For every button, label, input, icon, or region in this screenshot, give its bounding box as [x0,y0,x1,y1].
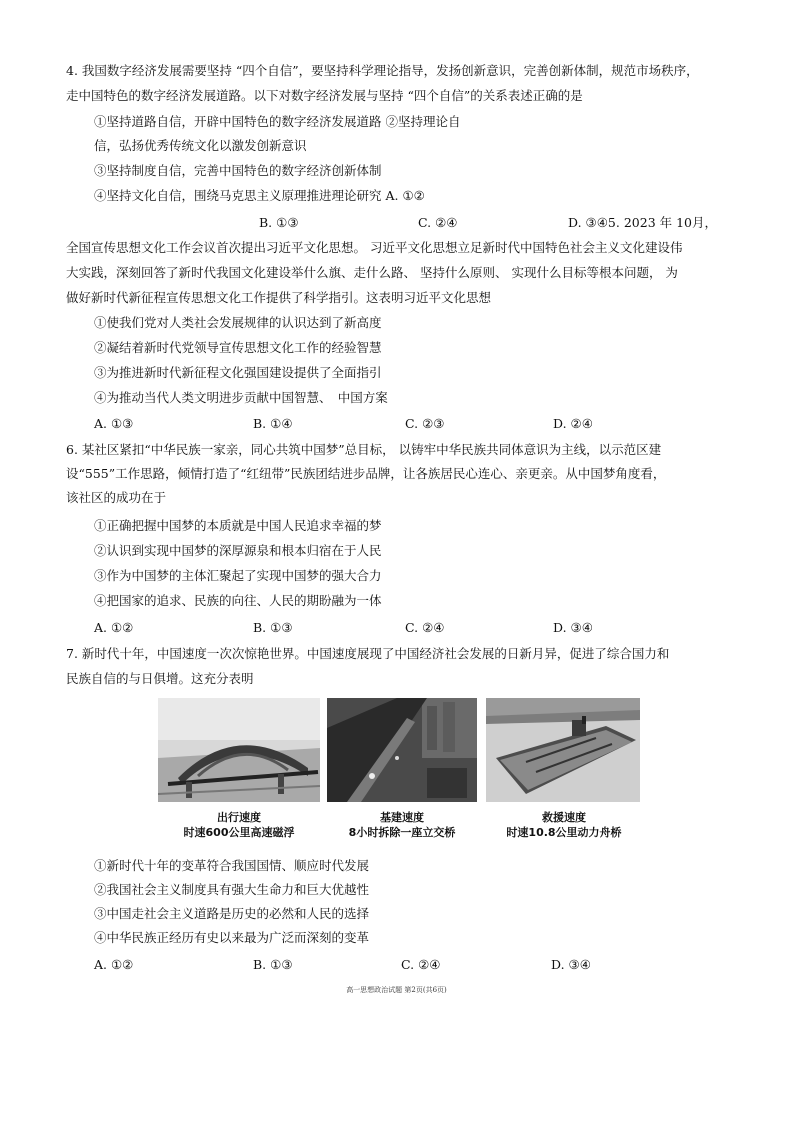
q6-item: ④把国家的追求、民族的向往、人民的期盼融为一体 [94,593,382,608]
photo-caption-title: 出行速度 [217,811,261,824]
q4-item1-line2: 信，弘扬优秀传统文化以激发创新意识 [94,138,307,153]
q5-line3: 做好新时代新征程宣传思想文化工作提供了科学指引。这表明习近平文化思想 [66,290,492,305]
q7-item: ①新时代十年的变革符合我国国情、顺应时代发展 [94,858,370,873]
q5-item: ④为推动当代人类文明进步贡献中国智慧、 中国方案 [94,390,388,405]
page-footer: 高一思想政治试题 第2页(共6页) [346,986,447,994]
q4-option-d-q5-start: D. ③④5. 2023 年 10月， [568,215,717,230]
q6-line1: 6. 某社区紧扣“中华民族一家亲，同心共筑中国梦”总目标， 以铸牢中华民族共同体意识为主线，以示范区建 [66,442,662,457]
q5-line1: 全国宣传思想文化工作会议首次提出习近平文化思想。 习近平文化思想立足新时代中国特色社会主义文化建设伟 [66,240,683,255]
q5-option-a: A. ①③ [94,416,134,431]
q5-option-b: B. ①④ [253,416,293,431]
q5-item: ①使我们党对人类社会发展规律的认识达到了新高度 [94,315,382,330]
q6-line3: 该社区的成功在于 [66,490,167,505]
photo-caption-subtitle: 时速600公里高速磁浮 [183,826,295,839]
q7-option-a: A. ①② [94,957,134,972]
q5-item: ③为推进新时代新征程文化强国建设提供了全面指引 [94,365,382,380]
q4-option-c: C. ②④ [418,215,458,230]
q4-stem-line1: 4. 我国数字经济发展需要坚持 “四个自信”，要坚持科学理论指导，发扬创新意识，完善创新体制，规范市场秩序， [66,63,699,78]
q4-item4-option-a: ④坚持文化自信，围绕马克思主义原理推进理论研究 A. ①② [94,188,425,203]
q6-item: ③作为中国梦的主体汇聚起了实现中国梦的强大合力 [94,568,382,583]
q5-line2: 大实践，深刻回答了新时代我国文化建设举什么旗、走什么路、 坚持什么原则、 实现什么目标等根本问题， 为 [66,265,678,280]
photo-caption-subtitle: 时速10.8公里动力舟桥 [506,826,622,839]
photo-caption-title: 救援速度 [542,811,586,824]
q7-item: ④中华民族正经历有史以来最为广泛而深刻的变革 [94,930,370,945]
pontoon-bridge-photo [486,698,640,802]
photo-caption-subtitle: 8小时拆除一座立交桥 [348,826,456,839]
q6-option-a: A. ①② [94,620,134,635]
q6-option-c: C. ②④ [405,620,445,635]
q4-option-b: B. ①③ [259,215,299,230]
q7-item: ②我国社会主义制度具有强大生命力和巨大优越性 [94,882,370,897]
q6-item: ①正确把握中国梦的本质就是中国人民追求幸福的梦 [94,518,382,533]
q5-item: ②凝结着新时代党领导宣传思想文化工作的经验智慧 [94,340,382,355]
q4-item3: ③坚持制度自信，完善中国特色的数字经济创新体制 [94,163,382,178]
q7-item: ③中国走社会主义道路是历史的必然和人民的选择 [94,906,370,921]
q6-option-b: B. ①③ [253,620,293,635]
q6-line2: 设“555”工作思路，倾情打造了“红纽带”民族团结进步品牌，让各族居民心连心、亲更亲。从中国梦角度看， [66,466,666,481]
q4-item1-line1: ①坚持道路自信，开辟中国特色的数字经济发展道路 ②坚持理论自 [94,114,461,129]
q7-option-b: B. ①③ [253,957,293,972]
demolition-photo [327,698,477,802]
q7-option-c: C. ②④ [401,957,441,972]
q5-option-d: D. ②④ [553,416,593,431]
photo-caption-title: 基建速度 [380,811,424,824]
q5-option-c: C. ②③ [405,416,445,431]
maglev-photo [158,698,320,802]
q7-line2: 民族自信的与日俱增。这充分表明 [66,671,254,686]
q6-item: ②认识到实现中国梦的深厚源泉和根本归宿在于人民 [94,543,382,558]
q7-option-d: D. ③④ [551,957,591,972]
q4-stem-line2: 走中国特色的数字经济发展道路。以下对数字经济发展与坚持 “四个自信”的关系表述正确的是 [66,88,583,103]
q6-option-d: D. ③④ [553,620,593,635]
q7-line1: 7. 新时代十年，中国速度一次次惊艳世界。中国速度展现了中国经济社会发展的日新月异，促进了综合国力和 [66,646,670,661]
